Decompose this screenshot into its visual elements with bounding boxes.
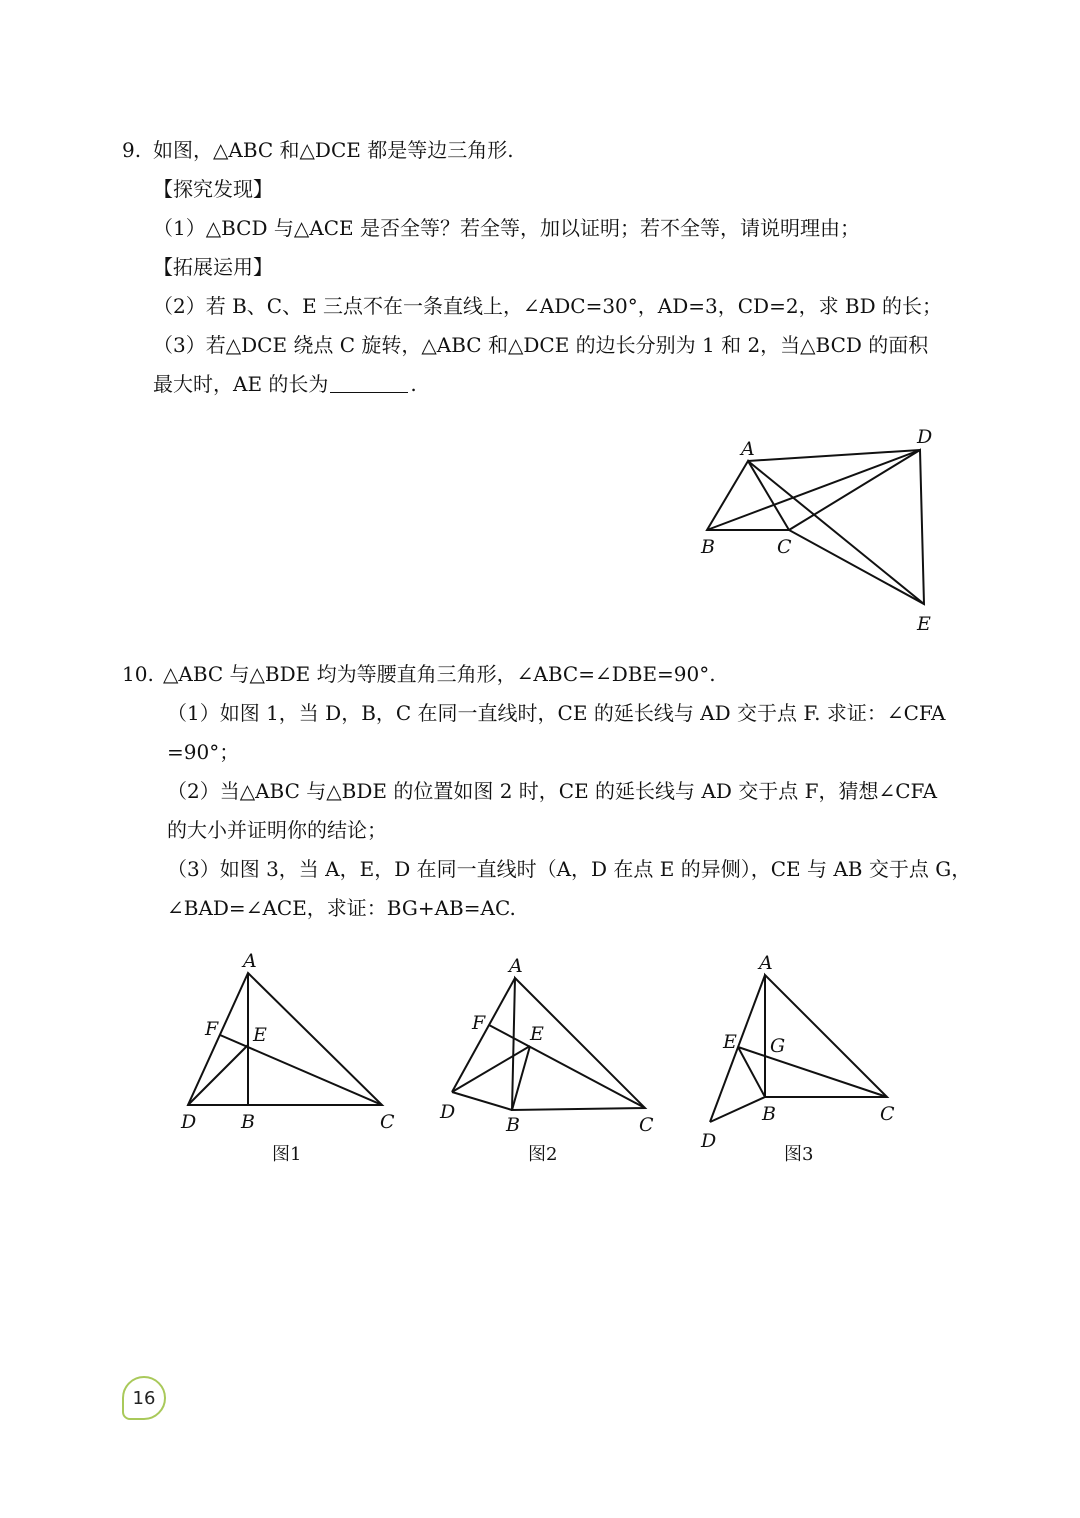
q10-part-1: （1）如图 1，当 D，B，C 在同一直线时，CE 的延长线与 AD 交于点 F. 求证：∠CFA [167, 701, 946, 725]
q9-stem: 如图，△ABC 和△DCE 都是等边三角形. [153, 138, 514, 162]
fig1-label-b: B [241, 1111, 255, 1133]
q9-figure [690, 420, 950, 640]
q10-figure-3 [690, 945, 920, 1170]
question-9-number: 9. [122, 138, 142, 162]
q9-part-3-end: . [410, 372, 417, 396]
fig3-label-e: E [723, 1031, 737, 1053]
fig3-label-g: G [770, 1035, 786, 1057]
fig1-label-f: F [205, 1018, 219, 1040]
segment-bd [707, 450, 920, 530]
fig3-label-d: D [701, 1130, 717, 1152]
q9-part-3: （3）若△DCE 绕点 C 旋转，△ABC 和△DCE 的边长分别为 1 和 2，当△BCD 的面积 [153, 333, 929, 357]
q10-part-2-cont: 的大小并证明你的结论； [167, 818, 387, 842]
q9-figure-lines [707, 450, 924, 604]
fig1-caption: 图1 [272, 1144, 302, 1165]
q9-section-explore: 【探究发现】 [153, 177, 273, 201]
answer-blank [330, 372, 408, 393]
fig2-caption: 图2 [528, 1144, 558, 1165]
fig2-segment-ad [452, 978, 515, 1092]
q10-part-3: （3）如图 3，当 A，E，D 在同一直线时（A，D 在点 E 的异侧），CE 与 AB 交于点 G， [167, 857, 972, 881]
q10-part-3-cont: ∠BAD=∠ACE，求证：BG+AB=AC. [167, 896, 516, 920]
fig1-label-e: E [253, 1024, 267, 1046]
page-number: 16 [132, 1387, 156, 1409]
label-a: A [741, 438, 755, 460]
fig1-segment-cf [220, 1035, 382, 1105]
fig1-label-c: C [380, 1111, 395, 1133]
fig2-segment-db [452, 1092, 512, 1110]
label-d: D [917, 426, 933, 448]
fig2-label-d: D [440, 1101, 456, 1123]
question-10-number: 10. [122, 662, 154, 686]
fig2-label-c: C [639, 1114, 654, 1136]
q9-part-2: （2）若 B、C、E 三点不在一条直线上，∠ADC=30°，AD=3，CD=2，求 BD 的长； [153, 294, 943, 318]
fig1-label-d: D [181, 1111, 197, 1133]
q10-part-2: （2）当△ABC 与△BDE 的位置如图 2 时，CE 的延长线与 AD 交于点 F，猜想∠CFA [167, 779, 938, 803]
fig1-segment-de [188, 1045, 248, 1105]
fig3-label-b: B [762, 1103, 776, 1125]
fig3-caption: 图3 [784, 1144, 814, 1165]
q10-figure-2 [430, 945, 670, 1170]
q9-part-3-text: 最大时，AE 的长为 [153, 372, 329, 396]
fig3-label-a: A [759, 952, 773, 974]
fig2-lines [452, 978, 645, 1110]
fig2-label-a: A [509, 955, 523, 977]
triangle-abc [707, 461, 789, 530]
fig3-label-c: C [880, 1103, 895, 1125]
q9-part-1: （1）△BCD 与△ACE 是否全等？若全等，加以证明；若不全等，请说明理由； [153, 216, 860, 240]
q10-stem: △ABC 与△BDE 均为等腰直角三角形，∠ABC=∠DBE=90°. [163, 662, 716, 686]
q9-section-extend: 【拓展运用】 [153, 255, 273, 279]
label-c: C [777, 536, 792, 558]
label-b: B [701, 536, 715, 558]
q9-part-3-cont [153, 370, 417, 398]
fig2-label-e: E [530, 1023, 544, 1045]
fig1-label-a: A [243, 950, 257, 972]
fig2-label-f: F [472, 1012, 486, 1034]
fig2-label-b: B [506, 1114, 520, 1136]
page-number-badge [122, 1376, 166, 1420]
q10-part-1-cont: =90°； [167, 740, 240, 764]
q10-figure-1 [170, 945, 410, 1170]
label-e: E [917, 613, 931, 635]
